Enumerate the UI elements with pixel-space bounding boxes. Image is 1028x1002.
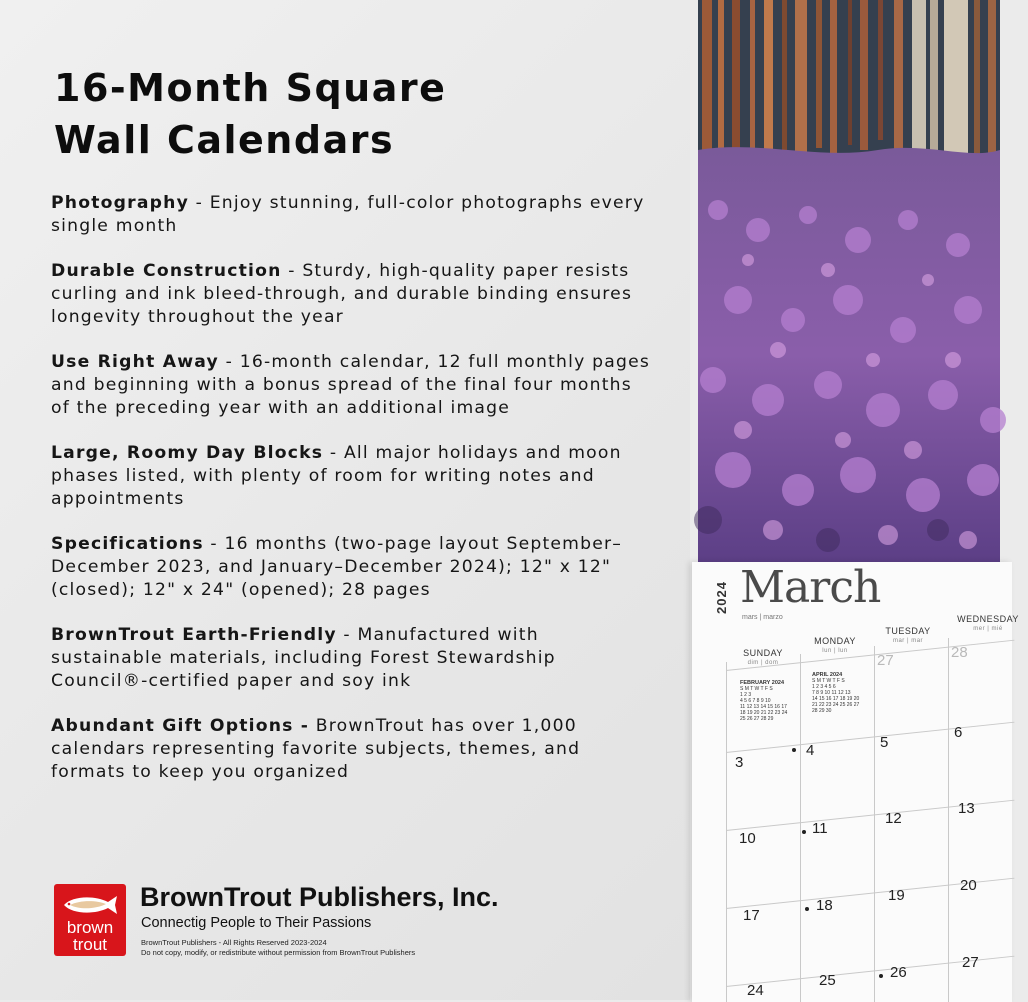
weekday-label: TUESDAY — [885, 626, 931, 636]
feature-item — [51, 351, 651, 420]
feature-heading: Durable Construction — [51, 261, 282, 281]
day-cell-number: 6 — [954, 724, 963, 741]
mini-calendar-april — [812, 672, 872, 714]
feature-heading: Specifications — [51, 534, 204, 554]
feature-heading: Use Right Away — [51, 352, 219, 372]
weekday-wednesday — [948, 614, 1028, 632]
calendar-month-translation: mars | marzo — [742, 614, 783, 621]
feature-separator: - — [189, 193, 210, 213]
mini-calendar-row: 14 15 16 17 18 19 20 — [812, 696, 860, 702]
grid-line — [874, 646, 875, 1002]
feature-heading: Abundant Gift Options - — [51, 716, 310, 736]
mini-calendar-row: 1 2 3 — [740, 692, 752, 698]
day-cell-number: 12 — [885, 810, 902, 827]
feature-separator: - — [323, 443, 344, 463]
title-line-2: Wall Calendars — [54, 118, 395, 162]
feature-item — [51, 192, 651, 238]
calendar-month: March — [740, 562, 881, 613]
feature-item — [51, 715, 651, 784]
weekday-monday — [799, 636, 871, 654]
weekday-sub: mer | mié — [973, 626, 1003, 632]
mini-calendar-february — [740, 680, 800, 722]
mini-calendar-row: 7 8 9 10 11 12 13 — [812, 690, 851, 696]
day-cell-number: 5 — [880, 734, 889, 751]
day-cell-number: 18 — [816, 897, 833, 914]
publisher-tagline: Connectig People to Their Passions — [141, 915, 372, 931]
forest-lupine-photo — [698, 0, 1000, 562]
feature-item — [51, 624, 651, 693]
mini-calendar-row: 1 2 3 4 5 6 — [812, 684, 836, 690]
feature-text: 16-month calendar, 12 full monthly pages and beginning with a bonus spread of the final four months of the preceding year with an additional image — [51, 352, 651, 418]
day-cell-number: 11 — [812, 820, 828, 837]
mini-calendar-row: 21 22 23 24 25 26 27 — [812, 702, 860, 708]
day-cell-number: 13 — [958, 800, 975, 817]
feature-separator: - — [281, 261, 303, 281]
day-cell-number: 17 — [743, 907, 760, 924]
weekday-label: MONDAY — [814, 636, 856, 646]
feature-text: Enjoy stunning, full-color photographs every single month — [51, 193, 645, 236]
calendar-page — [692, 562, 1019, 1002]
weekday-sub: lun | lun — [822, 648, 848, 654]
copyright-notice — [141, 938, 415, 958]
photo-image — [698, 0, 1000, 562]
day-cell-number: 28 — [951, 644, 968, 661]
day-cell-number: 27 — [962, 954, 979, 971]
feature-item — [51, 260, 651, 329]
day-cell-number: 10 — [739, 830, 756, 847]
weekday-sub: dim | dom — [747, 660, 779, 666]
feature-separator: - — [218, 352, 240, 372]
mini-calendar-title: APRIL 2024 — [812, 672, 843, 678]
feature-separator: - — [336, 625, 358, 645]
calendar-year: 2024 — [714, 581, 729, 614]
day-cell-number: 3 — [735, 754, 744, 771]
grid-line — [726, 722, 1015, 753]
day-cell-number: 24 — [747, 982, 764, 999]
day-cell-number: 25 — [819, 972, 836, 989]
trout-icon — [60, 892, 120, 918]
moon-phase-icon — [879, 974, 883, 978]
copyright-line-1: BrownTrout Publishers - All Rights Reserved 2023-2024 — [141, 938, 327, 947]
feature-separator: - — [203, 534, 225, 554]
moon-phase-icon — [792, 748, 796, 752]
feature-text: Sturdy, high-quality paper resists curling and ink bleed-through, and durable binding ensures longevity throughout the year — [51, 261, 633, 327]
copyright-line-2: Do not copy, modify, or redistribute without permission from BrownTrout Publishers — [141, 948, 416, 957]
mini-calendar-row: 25 26 27 28 29 — [740, 716, 774, 722]
feature-heading: Large, Roomy Day Blocks — [51, 443, 324, 463]
feature-text: Manufactured with sustainable materials, including Forest Stewardship Council®-certified paper and soy ink — [51, 625, 556, 691]
grid-line — [800, 654, 801, 1002]
day-cell-number: 19 — [888, 887, 905, 904]
day-cell-number: 4 — [806, 742, 815, 759]
feature-text: All major holidays and moon phases listed, with plenty of room for writing notes and appointments — [51, 443, 622, 509]
mini-calendar-row: 18 19 20 21 22 23 24 — [740, 710, 788, 716]
day-cell-number: 27 — [877, 652, 894, 669]
day-cell-number: 26 — [890, 964, 907, 981]
mini-calendar-title: FEBRUARY 2024 — [740, 680, 785, 686]
feature-item — [51, 533, 651, 602]
weekday-sub: mar | mar — [892, 638, 924, 644]
logo-word-brown: brown — [66, 918, 114, 937]
weekday-label: SUNDAY — [743, 648, 783, 658]
mini-calendar-weekdays: S M T W T F S — [812, 678, 845, 684]
grid-line — [726, 662, 727, 1002]
title-line-1: 16-Month Square — [54, 66, 447, 110]
moon-phase-icon — [805, 907, 809, 911]
grid-line — [948, 638, 949, 1002]
feature-text: BrownTrout has over 1,000 calendars representing favorite subjects, themes, and formats to keep you organized — [51, 716, 581, 782]
mini-calendar-row: 11 12 13 14 15 16 17 — [740, 704, 787, 710]
day-cell-number: 20 — [960, 877, 977, 894]
feature-heading: Photography — [51, 193, 189, 213]
publisher-name: BrownTrout Publishers, Inc. — [140, 882, 499, 912]
feature-heading: BrownTrout Earth-Friendly — [51, 625, 337, 645]
page-title — [54, 62, 674, 166]
weekday-label: WEDNESDAY — [957, 614, 1019, 624]
publisher-block — [54, 882, 654, 962]
weekday-tuesday — [872, 626, 944, 644]
feature-text: 16 months (two-page layout September–December 2023, and January–December 2024); 12" x 12" (closed); 12" x 24" (opened); 28 pages — [51, 534, 623, 600]
browntrout-logo — [54, 884, 126, 956]
mini-calendar-row: 4 5 6 7 8 9 10 — [740, 698, 771, 704]
logo-word-trout: trout — [72, 935, 108, 954]
feature-separator — [309, 716, 316, 736]
mini-calendar-row: 28 29 30 — [812, 708, 832, 714]
moon-phase-icon — [802, 830, 806, 834]
mini-calendar-weekdays: S M T W T F S — [740, 686, 773, 692]
feature-item — [51, 442, 651, 511]
feature-list — [51, 192, 651, 806]
